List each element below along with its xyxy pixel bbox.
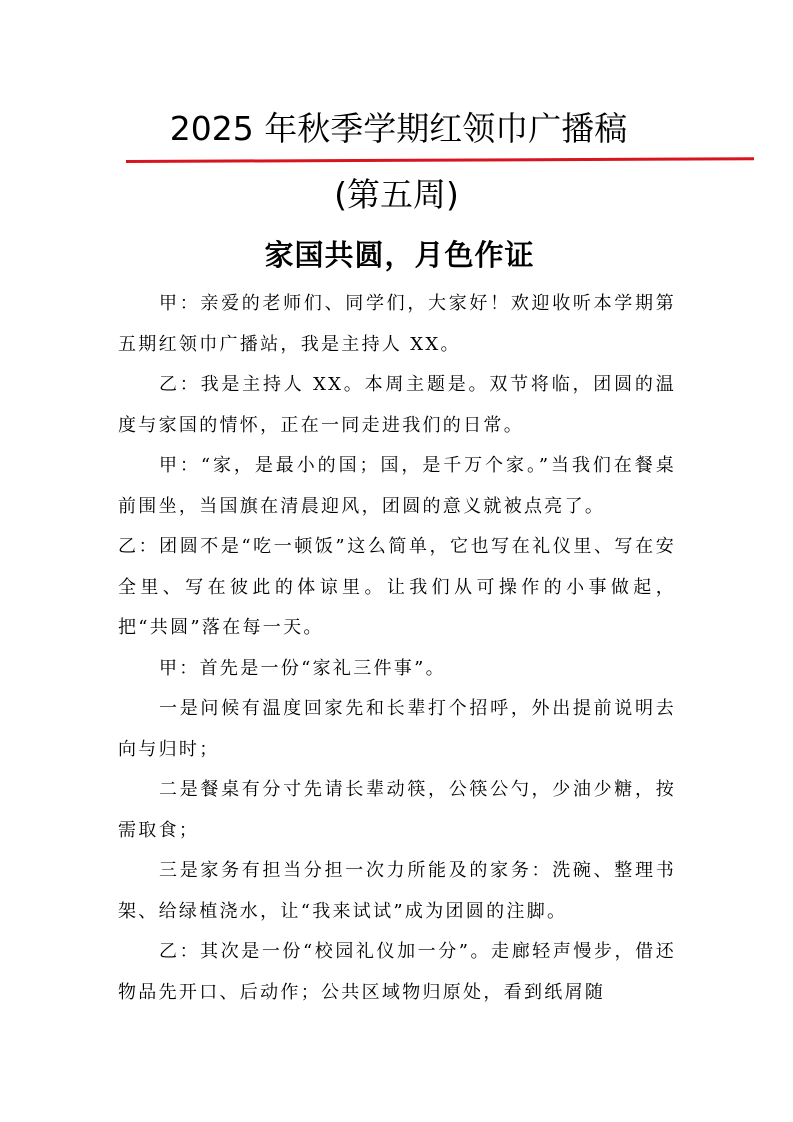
- body-paragraph: 甲：亲爱的老师们、同学们，大家好！欢迎收听本学期第五期红领巾广播站，我是主持人 XX。: [118, 293, 676, 355]
- body-paragraph: 一是问候有温度回家先和长辈打个招呼，外出提前说明去向与归时；: [118, 698, 676, 760]
- body-paragraph: 甲：“家，是最小的国；国，是千万个家。”当我们在餐桌前围坐，当国旗在清晨迎风，团圆的意义就被点亮了。: [118, 455, 676, 517]
- document-body: [118, 284, 676, 1013]
- document-subtitle: (第五周): [334, 175, 459, 214]
- document-title: 2025 年秋季学期红领巾广播稿: [169, 109, 628, 148]
- title-red-divider: [126, 157, 754, 163]
- body-paragraph: 乙：团圆不是“吃一顿饭”这么简单，它也写在礼仪里、写在安全里、写在彼此的体谅里。让我们从可操作的小事做起，把“共圆”落在每一天。: [118, 536, 676, 638]
- body-paragraph: 乙：其次是一份“校园礼仪加一分”。走廊轻声慢步，借还物品先开口、后动作；公共区域物归原处，看到纸屑随: [118, 941, 676, 1003]
- body-paragraph: 二是餐桌有分寸先请长辈动筷，公筷公勺，少油少糖，按需取食；: [118, 779, 676, 841]
- body-paragraph: 甲：首先是一份“家礼三件事”。: [159, 657, 446, 679]
- section-heading: 家国共圆，月色作证: [264, 238, 535, 272]
- body-paragraph: 三是家务有担当分担一次力所能及的家务：洗碗、整理书架、给绿植浇水，让“我来试试”成为团圆的注脚。: [118, 860, 676, 922]
- body-paragraph: 乙：我是主持人 XX。本周主题是。双节将临，团圆的温度与家国的情怀，正在一同走进我们的日常。: [118, 374, 676, 436]
